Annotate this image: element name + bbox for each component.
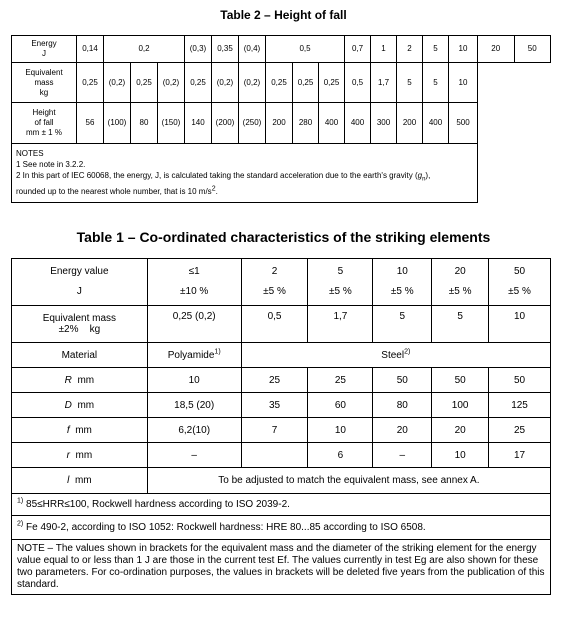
f-cell: 10 — [308, 418, 373, 443]
energy-value-row — [12, 259, 551, 306]
mass-cell: (0,2) — [212, 63, 239, 103]
energy-cell: 0,35 — [212, 36, 239, 63]
height-cell: (150) — [158, 103, 185, 144]
height-cell: 500 — [449, 103, 478, 144]
energy-cell: 0,2 — [104, 36, 185, 63]
mass-cell: 5 — [423, 63, 449, 103]
energy-row — [12, 36, 551, 63]
mass-cell: 1,7 — [371, 63, 397, 103]
radius-R-header: R mm — [12, 368, 148, 393]
height-cell: 400 — [345, 103, 371, 144]
mass-cell: 0,25 — [293, 63, 319, 103]
energy-cell: 0,14 — [77, 36, 104, 63]
energy-value-cell: 5 ±5 % — [308, 259, 373, 306]
radius-R-cell: 50 — [373, 368, 432, 393]
table2-title: Table 2 – Height of fall — [220, 8, 347, 22]
r-cell: – — [147, 443, 241, 468]
material-steel: Steel$^{2)}$ — [241, 343, 550, 368]
height-cell: 200 — [397, 103, 423, 144]
energy-cell: (0,3) — [185, 36, 212, 63]
l-cell: To be adjusted to match the equivalent mass, see annex A. — [147, 468, 550, 494]
mass-row — [12, 63, 551, 103]
height-row — [12, 103, 551, 144]
footnote-1: $^{1)}$ 85≤HRR≤100, Rockwell hardness according to ISO 2039-2. — [12, 494, 551, 516]
radius-R-cell: 50 — [432, 368, 489, 393]
diameter-D-cell: 125 — [489, 393, 551, 418]
mass-cell: 0,25 — [77, 63, 104, 103]
height-header: Height of fall mm ± 1 % — [12, 103, 77, 144]
height-cell: (250) — [239, 103, 266, 144]
energy-cell: 50 — [514, 36, 551, 63]
equivalent-mass-cell: 0,25 (0,2) — [147, 306, 241, 343]
diameter-D-cell: 60 — [308, 393, 373, 418]
energy-header: Energy J — [12, 36, 77, 63]
r-cell: – — [373, 443, 432, 468]
energy-value-cell: 10 ±5 % — [373, 259, 432, 306]
radius-R-cell: 25 — [308, 368, 373, 393]
note-2: 2 In this part of IEC 60068, the energy, J, is calculated taking the standard acceleration due to the earth's gravity $(g_n)$, — [16, 171, 431, 183]
footnote-1-row — [12, 494, 551, 516]
r-cell: 6 — [308, 443, 373, 468]
mass-cell: (0,2) — [104, 63, 131, 103]
energy-value-cell: 20 ±5 % — [432, 259, 489, 306]
energy-cell: 20 — [478, 36, 515, 63]
energy-value-header: Energy value J — [12, 259, 148, 306]
mass-cell: 10 — [449, 63, 478, 103]
table1-note: NOTE – The values shown in brackets for the equivalent mass and the diameter of the striking element for the energy value equal to or less than 1 J are those in the current test Ef. The values currently in test Eg are also shown for these two parameters. For co-ordination purposes, the values in brackets will be deleted five years from the publication of this standard. — [12, 540, 551, 595]
material-header: Material — [12, 343, 148, 368]
height-cell: 80 — [131, 103, 158, 144]
equivalent-mass-header: Equivalent mass ±2% kg — [12, 306, 148, 343]
equivalent-mass-cell: 10 — [489, 306, 551, 343]
height-cell: 200 — [266, 103, 293, 144]
f-cell: 6,2(10) — [147, 418, 241, 443]
notes-heading: NOTES — [16, 149, 44, 158]
table2-notes — [12, 144, 478, 203]
footnote-2: $^{2)}$ Fe 490-2, according to ISO 1052: Rockwell hardness: HRE 80...85 according to ISO 6508. — [12, 516, 551, 540]
f-header: f mm — [12, 418, 148, 443]
table1-title: Table 1 – Co-ordinated characteristics of the striking elements — [76, 229, 491, 245]
energy-cell: 2 — [397, 36, 423, 63]
l-header: l mm — [12, 468, 148, 494]
f-cell: 7 — [241, 418, 308, 443]
energy-cell: (0,4) — [239, 36, 266, 63]
radius-R-cell: 25 — [241, 368, 308, 393]
mass-cell: (0,2) — [239, 63, 266, 103]
r-cell: 17 — [489, 443, 551, 468]
energy-cell: 10 — [449, 36, 478, 63]
height-cell: 400 — [423, 103, 449, 144]
notes-row — [12, 144, 551, 203]
height-cell: 56 — [77, 103, 104, 144]
r-header: r mm — [12, 443, 148, 468]
r-row — [12, 443, 551, 468]
diameter-D-row — [12, 393, 551, 418]
mass-cell: 5 — [397, 63, 423, 103]
energy-cell: 5 — [423, 36, 449, 63]
mass-cell: 0,25 — [266, 63, 293, 103]
energy-value-cell: 50 ±5 % — [489, 259, 551, 306]
material-polyamide: Polyamide$^{1)}$ — [147, 343, 241, 368]
height-cell: 400 — [319, 103, 345, 144]
f-row — [12, 418, 551, 443]
height-cell: (100) — [104, 103, 131, 144]
r-cell — [241, 443, 308, 468]
diameter-D-cell: 18,5 (20) — [147, 393, 241, 418]
equivalent-mass-cell: 0,5 — [241, 306, 308, 343]
mass-cell: 0,25 — [131, 63, 158, 103]
height-cell: 140 — [185, 103, 212, 144]
note-2-cont: rounded up to the nearest whole number, that is 10 $m/s^2$. — [16, 184, 218, 196]
height-cell: (200) — [212, 103, 239, 144]
energy-cell: 0,5 — [266, 36, 345, 63]
material-row — [12, 343, 551, 368]
height-cell: 300 — [371, 103, 397, 144]
energy-value-cell: ≤1 ±10 % — [147, 259, 241, 306]
mass-header: Equivalent mass kg — [12, 63, 77, 103]
equivalent-mass-row — [12, 306, 551, 343]
energy-value-cell: 2 ±5 % — [241, 259, 308, 306]
note-1: 1 See note in 3.2.2. — [16, 160, 86, 169]
f-cell: 20 — [432, 418, 489, 443]
mass-cell: 0,25 — [319, 63, 345, 103]
footnote-2-row — [12, 516, 551, 540]
f-cell: 20 — [373, 418, 432, 443]
radius-R-row — [12, 368, 551, 393]
mass-cell: 0,5 — [345, 63, 371, 103]
l-row — [12, 468, 551, 494]
mass-cell: 0,25 — [185, 63, 212, 103]
diameter-D-cell: 100 — [432, 393, 489, 418]
height-of-fall-table — [11, 35, 551, 203]
height-cell: 280 — [293, 103, 319, 144]
diameter-D-cell: 80 — [373, 393, 432, 418]
f-cell: 25 — [489, 418, 551, 443]
radius-R-cell: 50 — [489, 368, 551, 393]
note-row — [12, 540, 551, 595]
striking-elements-table — [11, 258, 551, 595]
mass-cell: (0,2) — [158, 63, 185, 103]
equivalent-mass-cell: 1,7 — [308, 306, 373, 343]
energy-cell: 1 — [371, 36, 397, 63]
diameter-D-cell: 35 — [241, 393, 308, 418]
equivalent-mass-cell: 5 — [373, 306, 432, 343]
radius-R-cell: 10 — [147, 368, 241, 393]
energy-cell: 0,7 — [345, 36, 371, 63]
diameter-D-header: D mm — [12, 393, 148, 418]
r-cell: 10 — [432, 443, 489, 468]
equivalent-mass-cell: 5 — [432, 306, 489, 343]
